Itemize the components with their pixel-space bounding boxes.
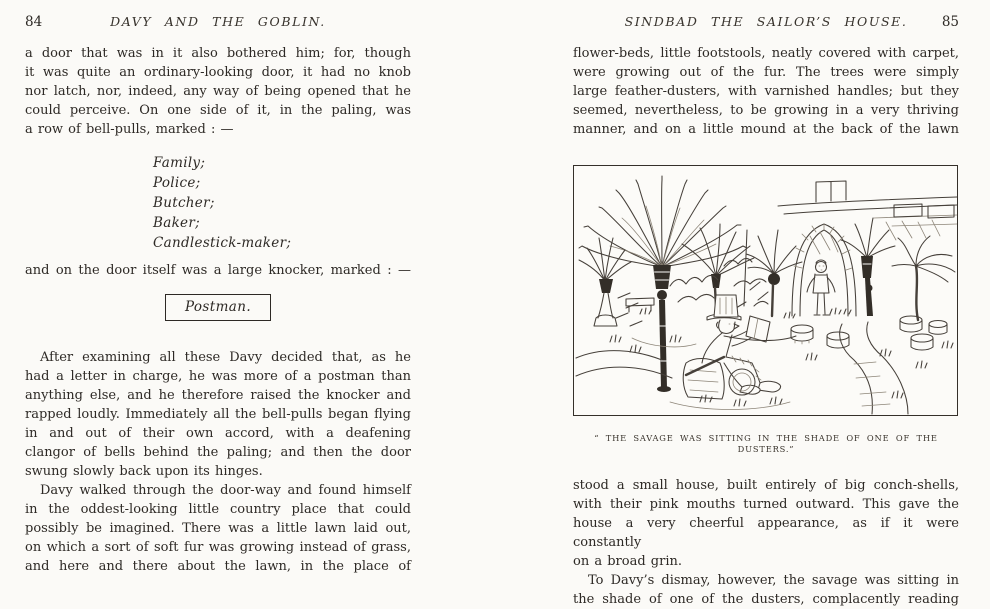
page-85 <box>573 0 959 609</box>
page-number-left: 84 <box>25 14 43 30</box>
text-line: a row of bell-pulls, marked : — <box>25 122 234 137</box>
paragraph <box>25 348 411 481</box>
feather-duster-center <box>744 230 802 316</box>
bell-pull-item: Candlestick-maker; <box>153 235 292 251</box>
feather-duster-right <box>841 218 895 316</box>
text-line: flower-beds, little footstools, neatly covered with carpet, <box>573 46 959 61</box>
text-line: To Davy’s dismay, however, the savage was sitting in <box>588 573 959 588</box>
text-line: on which a sort of soft fur was growing instead of grass, <box>25 540 411 555</box>
bell-pull-item: Police; <box>153 175 201 191</box>
standing-figure <box>807 260 835 315</box>
paragraph <box>573 44 959 139</box>
text-line: the shade of one of the dusters, complacently reading <box>573 592 959 607</box>
bell-pull-item: Family; <box>153 155 206 171</box>
savage-figure <box>683 295 780 399</box>
text-line: After examining all these Davy decided that, as he <box>40 350 411 365</box>
text-line: were growing out of the fur. The trees were simply <box>573 65 959 80</box>
text-line: rapped loudly. Immediately all the bell-pulls began flying <box>25 407 411 422</box>
text-line: stood a small house, built entirely of big conch-shells, <box>573 478 959 493</box>
running-title-right: SINDBAD THE SAILOR’S HOUSE. <box>624 14 908 29</box>
paragraph <box>25 261 411 280</box>
text-line: in and out of their own accord, with a deafening <box>25 426 411 441</box>
illustration-engraving <box>574 166 957 415</box>
page-number-right: 85 <box>941 14 959 30</box>
text-line: in the oddest-looking little country place that could <box>25 502 411 517</box>
text-line: house a very cheerful appearance, as if it were constantly <box>573 516 959 550</box>
garden-paths <box>576 322 908 414</box>
text-line: on a broad grin. <box>573 554 682 569</box>
text-line: a door that was in it also bothered him; for, though <box>25 46 411 61</box>
bell-pull-list <box>153 153 411 253</box>
paragraph <box>25 481 411 576</box>
text-line: nor latch, nor, indeed, any way of being opened that he <box>25 84 411 99</box>
postman-plate: Postman. <box>165 294 271 321</box>
postman-plate-row <box>25 294 411 321</box>
text-line: and on the door itself was a large knocker, marked : — <box>25 263 411 278</box>
text-line: with their pink mouths turned outward. This gave the <box>573 497 959 512</box>
feather-duster-palm <box>892 236 955 320</box>
running-head-right <box>573 14 959 33</box>
text-line: possibly be imagined. There was a little lawn laid out, <box>25 521 411 536</box>
running-title-left: DAVY AND THE GOBLIN. <box>110 14 326 29</box>
text-line: swung slowly back upon its hinges. <box>25 464 263 479</box>
footstools <box>791 316 947 350</box>
feather-duster-rear <box>682 224 754 306</box>
text-line: and here and there about the lawn, in the place of <box>25 559 411 574</box>
bench <box>626 298 654 312</box>
illustration-frame <box>573 165 958 416</box>
text-line: clangor of bells behind the paling; and then the door <box>25 445 411 460</box>
bell-pull-item: Butcher; <box>153 195 215 211</box>
text-line: had a letter in charge, he was more of a postman than <box>25 369 411 384</box>
paragraph <box>25 44 411 139</box>
text-line: it was quite an ordinary-looking door, it had no knob <box>25 65 411 80</box>
running-head-left <box>25 14 411 33</box>
illustration-caption: “ THE SAVAGE WAS SITTING IN THE SHADE OF ONE OF THE DUSTERS.” <box>594 433 938 454</box>
text-line: anything else, and he therefore raised the knocker and <box>25 388 411 403</box>
text-line: could perceive. On one side of it, in the paling, was <box>25 103 411 118</box>
paragraph <box>573 476 959 609</box>
bell-pull-item: Baker; <box>153 215 200 231</box>
text-line: Davy walked through the door-way and found himself <box>40 483 411 498</box>
page-84 <box>25 0 411 576</box>
feather-duster-left <box>579 238 631 326</box>
text-line: manner, and on a little mound at the back of the lawn <box>573 122 959 137</box>
text-line: seemed, nevertheless, to be growing in a very thriving <box>573 103 959 118</box>
text-line: large feather-dusters, with varnished handles; but they <box>573 84 959 99</box>
